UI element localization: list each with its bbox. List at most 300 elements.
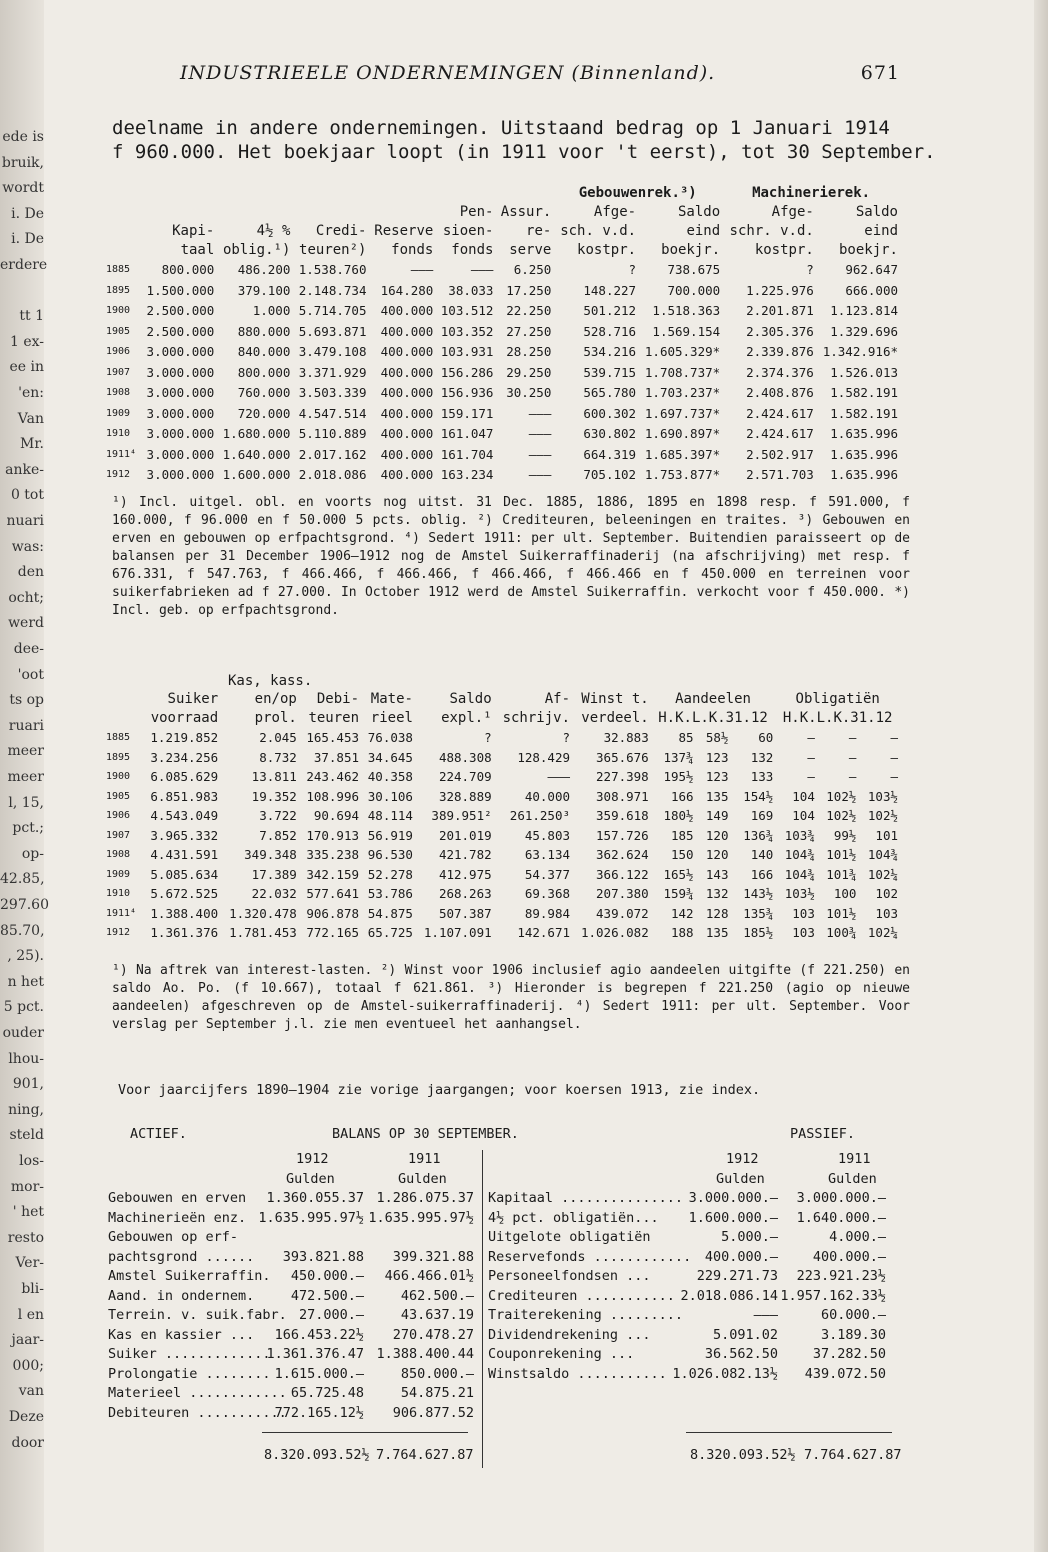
col-year: 1912 <box>726 1151 759 1167</box>
data-cell: 2.148.734 <box>298 282 367 298</box>
data-cell: 840.000 <box>237 344 291 359</box>
table-row <box>104 826 900 846</box>
data-cell: 400.000 <box>380 323 434 339</box>
year-cell: 1908 <box>106 849 131 860</box>
data-cell: 132 <box>705 886 729 901</box>
data-cell: 56.919 <box>367 827 413 843</box>
account-label: Winstsaldo ........... <box>488 1365 667 1382</box>
data-cell: 201.019 <box>438 827 492 843</box>
data-cell: ? <box>806 262 814 277</box>
data-cell: 142 <box>670 905 694 921</box>
edge-text-fragment: 85.70, <box>0 922 45 939</box>
balance-row <box>108 1365 480 1385</box>
column-header: 4½ % <box>256 223 291 239</box>
column-header: expl.¹ <box>441 710 492 726</box>
balance-row <box>108 1228 480 1248</box>
column-header: Suiker <box>167 691 219 707</box>
edge-text-fragment: , 25). <box>7 948 44 965</box>
col-unit: Gulden <box>828 1170 877 1187</box>
data-cell: 3.234.256 <box>150 749 219 765</box>
page-number: 671 <box>860 62 900 84</box>
data-cell: — <box>890 749 898 765</box>
data-cell: 17.250 <box>506 282 552 298</box>
col-unit: Gulden <box>716 1170 765 1187</box>
total-rule <box>686 1432 892 1433</box>
value-1912: 450.000.— <box>290 1268 364 1284</box>
intro-line: deelname in andere ondernemingen. Uitstaand bedrag op 1 Januari 1914 <box>112 117 890 139</box>
data-cell: 103 <box>792 925 815 940</box>
value-1911: 399.321.88 <box>392 1248 474 1265</box>
data-cell: 3.965.332 <box>150 827 219 843</box>
data-cell: 195½ <box>663 769 694 784</box>
year-cell: 1910 <box>106 428 131 439</box>
value-1912: 1.615.000.— <box>274 1365 364 1382</box>
data-cell: 164.280 <box>380 282 434 298</box>
data-cell: 34.645 <box>367 749 413 765</box>
data-cell: 104 <box>792 808 815 823</box>
data-cell: 54.875 <box>367 905 413 921</box>
data-cell: 32.883 <box>603 730 649 745</box>
balance-row <box>488 1228 888 1248</box>
value-1912: 5.091.02 <box>712 1326 778 1343</box>
value-1911: 43.637.19 <box>400 1307 474 1323</box>
value-1911: 4.000.— <box>829 1229 886 1245</box>
data-cell: 28.250 <box>506 344 552 359</box>
data-cell: 335.238 <box>306 847 360 862</box>
edge-text-fragment: ee in <box>9 359 44 376</box>
data-cell: 1.320.478 <box>229 905 297 921</box>
year-cell: 1905 <box>106 790 131 802</box>
data-cell: 140 <box>750 847 774 862</box>
balance-row <box>108 1209 480 1229</box>
col-year: 1911 <box>408 1151 441 1167</box>
column-header: Reserve <box>374 223 434 239</box>
column-header: Winst t. <box>581 691 649 707</box>
edge-text-fragment: wordt <box>2 180 44 197</box>
footnotes-table-2 <box>112 962 910 1034</box>
data-cell: 123 <box>705 749 729 765</box>
edge-text-fragment: Ver- <box>15 1255 44 1272</box>
footnotes-table-1 <box>112 494 910 620</box>
table-row <box>104 281 900 302</box>
data-cell: 102¼ <box>867 925 898 940</box>
data-cell: 2.500.000 <box>146 323 215 339</box>
account-label: Machinerieën enz. <box>108 1209 247 1226</box>
data-cell: 30.106 <box>367 788 413 804</box>
balance-row <box>108 1404 480 1424</box>
data-cell: 69.368 <box>524 886 571 901</box>
data-cell: — <box>807 730 815 745</box>
column-header: verdeel. <box>581 710 649 726</box>
value-1911: 850.000.— <box>400 1365 474 1382</box>
data-cell: 1.685.397* <box>644 446 721 462</box>
table-row <box>104 363 900 384</box>
account-label: Debiteuren ........... <box>108 1404 287 1421</box>
column-header <box>140 203 216 222</box>
data-cell: 1.538.760 <box>298 262 367 277</box>
edge-text-fragment: ocht; <box>8 589 44 606</box>
data-cell: 1.635.996 <box>830 467 898 482</box>
data-cell: 100¾ <box>826 925 857 940</box>
column-header: sioen- <box>442 223 494 239</box>
column-header: Aandeelen <box>675 691 751 707</box>
data-cell: 439.072 <box>596 905 649 921</box>
data-cell: 664.319 <box>583 446 637 462</box>
column-header: Af- <box>544 691 571 707</box>
col-year: 1912 <box>296 1151 329 1167</box>
edge-text-fragment <box>0 280 44 302</box>
year-cell: 1909 <box>106 407 131 419</box>
data-cell: 1.582.191 <box>830 385 898 400</box>
reference-note: Voor jaarcijfers 1890—1904 zie vorige jaargangen; voor koersen 1913, zie index. <box>118 1082 761 1098</box>
data-cell: 501.212 <box>583 303 637 318</box>
year-cell: 1906 <box>106 810 131 821</box>
data-cell: 133 <box>750 769 774 784</box>
data-cell: 412.975 <box>438 866 492 882</box>
data-cell: 534.216 <box>583 344 637 359</box>
data-cell: 120 <box>705 847 729 862</box>
data-cell: 102½ <box>826 788 857 804</box>
table-row <box>104 465 900 486</box>
value-1911: 54.875.21 <box>400 1385 474 1401</box>
data-cell: 149 <box>705 808 729 823</box>
data-cell: 1.500.000 <box>146 282 215 298</box>
data-cell: 880.000 <box>237 323 291 339</box>
data-cell: 1.708.737* <box>644 364 721 380</box>
value-1912: 27.000.— <box>298 1307 364 1323</box>
account-label: Terrein. v. suik.fabr. <box>108 1307 287 1323</box>
data-cell: 135¾ <box>743 905 774 921</box>
edge-text-fragment: jaar- <box>11 1332 44 1349</box>
data-cell: 507.387 <box>438 905 492 921</box>
data-cell: 738.675 <box>667 262 721 277</box>
data-cell: 2.408.876 <box>746 385 814 400</box>
data-cell: 528.716 <box>583 323 637 339</box>
balance-row <box>488 1189 888 1209</box>
data-cell: 30.250 <box>506 385 552 400</box>
data-cell: ——— <box>547 769 571 784</box>
value-1911: 1.957.162.33½ <box>780 1287 886 1304</box>
balance-row <box>108 1384 480 1404</box>
data-cell: 1.329.696 <box>830 323 898 339</box>
data-cell: 161.704 <box>440 446 494 462</box>
data-cell: 400.000 <box>380 446 434 462</box>
year-cell: 1908 <box>106 387 131 398</box>
intro-line: f 960.000. Het boekjaar loopt (in 1911 voor 't eerst), tot 30 September. <box>112 141 936 163</box>
edge-text-fragment: meer <box>7 769 44 785</box>
year-cell: 1895 <box>106 751 131 763</box>
value-1911: 37.282.50 <box>812 1346 886 1362</box>
value-1912: 1.360.055.37 <box>266 1190 364 1206</box>
data-cell: 1.697.737* <box>644 405 721 421</box>
col-year: 1911 <box>838 1151 871 1167</box>
account-label: Uitgelote obligatiën <box>488 1229 651 1245</box>
balance-totals <box>108 1446 902 1466</box>
account-label: Gebouwen en erven <box>108 1190 247 1206</box>
data-cell: 40.358 <box>367 769 413 784</box>
data-cell: 170.913 <box>306 827 360 843</box>
data-cell: 27.250 <box>506 323 552 339</box>
data-cell: 1.107.091 <box>423 925 492 940</box>
edge-text-fragment: Van <box>17 410 44 427</box>
data-cell: 4.431.591 <box>150 847 219 862</box>
data-cell: 63.134 <box>524 847 571 862</box>
edge-text-fragment: los- <box>19 1153 44 1169</box>
data-cell: ? <box>562 730 571 745</box>
data-cell: 101½ <box>826 905 857 921</box>
balance-title: BALANS OP 30 SEPTEMBER. <box>332 1126 519 1142</box>
data-cell: 666.000 <box>845 282 898 298</box>
data-cell: 135 <box>705 788 729 804</box>
data-cell: 103 <box>875 905 898 921</box>
data-cell: 157.726 <box>596 827 649 843</box>
column-header: Afge- <box>771 204 814 220</box>
data-cell: 148.227 <box>583 282 637 298</box>
value-1911: 1.635.995.97½ <box>368 1209 474 1226</box>
data-cell: ——— <box>528 467 552 482</box>
edge-text-fragment: ruari <box>8 717 44 734</box>
table-row <box>104 301 900 322</box>
data-cell: 90.694 <box>313 808 360 823</box>
column-header <box>216 203 292 222</box>
data-cell: 308.971 <box>596 788 649 804</box>
data-cell: 103.352 <box>440 323 494 339</box>
data-cell: 22.032 <box>251 886 297 901</box>
balance-divider <box>482 1150 483 1468</box>
data-cell: 207.380 <box>596 886 649 901</box>
right-page-edge <box>1034 0 1048 1552</box>
data-cell: 2.017.162 <box>298 446 367 462</box>
column-header: Credi- <box>315 223 367 239</box>
column-header: voorraad <box>150 710 219 726</box>
group-header-gebouwen: Gebouwenrek.³) <box>578 185 697 201</box>
data-cell: 3.000.000 <box>146 467 215 482</box>
edge-text-fragment: n het <box>7 973 44 990</box>
data-cell: 3.000.000 <box>146 364 215 380</box>
edge-text-fragment: meer <box>7 743 44 760</box>
data-cell: 60 <box>758 730 774 745</box>
year-cell: 1910 <box>106 888 131 899</box>
balance-row <box>108 1248 480 1268</box>
value-1912: 1.635.995.97½ <box>258 1209 364 1226</box>
data-cell: 1.361.376 <box>150 925 219 940</box>
column-header: teuren²) <box>299 242 367 258</box>
data-cell: 400.000 <box>380 344 434 359</box>
data-cell: 3.722 <box>259 808 297 823</box>
data-cell: 103½ <box>784 886 815 901</box>
table-row <box>104 404 900 425</box>
data-cell: 165½ <box>663 866 694 882</box>
data-cell: 400.000 <box>380 467 434 482</box>
data-cell: 577.641 <box>306 886 360 901</box>
total-passief-1911: 7.764.627.87 <box>804 1447 902 1463</box>
data-cell: 400.000 <box>380 364 434 380</box>
data-cell: 100 <box>833 886 857 901</box>
data-cell: 143½ <box>743 886 774 901</box>
value-1912: 1.026.082.13½ <box>672 1365 778 1382</box>
data-cell: 3.000.000 <box>146 405 215 421</box>
column-header: sch. v.d. <box>560 223 637 239</box>
edge-text-fragment: pct.; <box>12 820 44 837</box>
data-cell: 3.371.929 <box>298 364 367 380</box>
column-header: prol. <box>254 710 297 726</box>
table-row <box>104 424 900 445</box>
edge-text-fragment: 'oot <box>17 666 44 683</box>
data-cell: 3.000.000 <box>146 344 215 359</box>
data-cell: 156.936 <box>440 385 494 400</box>
column-header: kostpr. <box>754 242 814 258</box>
account-label: Gebouwen op erf- <box>108 1229 239 1245</box>
value-1911: 1.388.400.44 <box>376 1346 474 1362</box>
data-cell: 2.045 <box>259 730 297 745</box>
column-header: Saldo <box>449 691 492 707</box>
table-row <box>104 923 900 943</box>
column-header: eind <box>686 223 721 239</box>
data-cell: 120 <box>705 827 729 843</box>
data-cell: 180½ <box>663 808 694 823</box>
account-label: Suiker ............. <box>108 1346 271 1362</box>
data-cell: 400.000 <box>380 303 434 318</box>
account-label: Reservefonds ............ <box>488 1248 692 1265</box>
column-header: kostpr. <box>577 242 637 258</box>
data-cell: 166 <box>750 866 774 882</box>
balance-row <box>488 1287 888 1307</box>
column-header: fonds <box>451 242 494 258</box>
left-page-edge <box>0 0 49 1552</box>
edge-text-fragment: door <box>11 1434 44 1451</box>
data-cell: 17.389 <box>251 866 297 882</box>
data-cell: 1.026.082 <box>580 925 649 940</box>
data-cell: 154½ <box>743 788 774 804</box>
edge-text-fragment: nuari <box>6 513 44 529</box>
value-1911: 466.466.01½ <box>384 1268 474 1284</box>
data-cell: 102 <box>875 886 898 901</box>
value-1912: 36.562.50 <box>704 1346 778 1362</box>
column-header: Kapi- <box>172 223 215 239</box>
financial-table-1 <box>104 184 900 486</box>
column-header: Debi- <box>316 691 360 707</box>
data-cell: 101 <box>875 827 898 843</box>
data-cell: 227.398 <box>596 769 649 784</box>
account-label: 4½ pct. obligatiën... <box>488 1209 659 1226</box>
data-cell: 800.000 <box>237 364 291 380</box>
edge-text-fragment: erdere <box>0 257 48 273</box>
data-cell: 400.000 <box>380 426 434 441</box>
total-actief-1912: 8.320.093.52½ <box>264 1447 370 1463</box>
edge-text-fragment: dee- <box>13 641 44 657</box>
edge-text-fragment: op- <box>21 845 44 862</box>
value-1912: 393.821.88 <box>282 1248 364 1265</box>
data-cell: 169 <box>750 808 774 823</box>
column-header: boekjr. <box>661 242 721 258</box>
group-header-machinerie: Machinerierek. <box>752 185 871 201</box>
data-cell: 720.000 <box>237 405 291 421</box>
edge-text-fragment: bruik, <box>1 154 44 171</box>
value-1911: 462.500.— <box>400 1287 474 1304</box>
value-1911: 1.640.000.— <box>796 1209 886 1226</box>
year-cell: 1909 <box>106 868 131 880</box>
value-1911: 439.072.50 <box>804 1365 886 1382</box>
data-cell: 379.100 <box>237 282 291 298</box>
edge-text-fragment: ede is <box>2 129 44 145</box>
data-cell: 342.159 <box>306 866 360 882</box>
column-header: Mate- <box>370 691 413 707</box>
data-cell: 45.803 <box>524 827 571 843</box>
data-cell: 4.547.514 <box>298 405 367 421</box>
edge-text-fragment: ouder <box>2 1025 44 1041</box>
value-1912: 472.500.— <box>290 1287 364 1304</box>
column-header <box>368 203 435 222</box>
data-cell: — <box>848 749 857 765</box>
data-cell: 6.851.983 <box>150 788 219 804</box>
data-cell: 1.781.453 <box>229 925 297 940</box>
data-cell: 486.200 <box>237 262 291 277</box>
balance-row <box>108 1326 480 1346</box>
data-cell: 52.278 <box>367 866 413 882</box>
data-cell: 188 <box>670 925 694 940</box>
value-1912: 772.165.12½ <box>274 1404 364 1421</box>
edge-text-fragment: ts op <box>9 692 44 709</box>
data-cell: 2.500.000 <box>146 303 215 318</box>
data-cell: 1.690.897* <box>644 426 721 441</box>
edge-text-fragment: anke- <box>5 461 44 478</box>
data-cell: 128.429 <box>517 749 571 765</box>
data-cell: 1.000 <box>252 303 291 318</box>
balance-row <box>488 1209 888 1229</box>
total-actief-1911: 7.764.627.87 <box>376 1447 474 1463</box>
data-cell: 224.709 <box>438 769 492 784</box>
data-cell: 65.725 <box>367 925 413 940</box>
data-cell: 38.033 <box>448 282 494 298</box>
table-row <box>104 904 900 924</box>
data-cell: 37.851 <box>313 749 360 765</box>
year-cell: 1911⁴ <box>106 907 137 919</box>
data-cell: 3.000.000 <box>146 426 215 441</box>
table-row <box>104 767 900 787</box>
data-cell: 103.512 <box>440 303 494 318</box>
data-cell: 54.377 <box>524 866 571 882</box>
data-cell: 89.984 <box>524 905 571 921</box>
data-cell: 104 <box>792 788 815 804</box>
account-label: Aand. in ondernem. <box>108 1287 255 1304</box>
data-cell: 962.647 <box>845 262 898 277</box>
data-cell: 1.569.154 <box>652 323 721 339</box>
data-cell: 362.624 <box>596 847 649 862</box>
data-cell: 58½ <box>705 730 729 745</box>
data-cell: ——— <box>528 426 552 441</box>
data-cell: 7.852 <box>259 827 297 843</box>
table-row <box>104 445 900 466</box>
account-label: pachtsgrond ...... <box>108 1248 255 1265</box>
account-label: Prolongatie ........ <box>108 1365 271 1382</box>
data-cell: 19.352 <box>251 788 297 804</box>
header-title: INDUSTRIEELE ONDERNEMINGEN (Binnenland). <box>180 62 716 84</box>
account-label: Amstel Suikerraffin. <box>108 1268 271 1284</box>
value-1911: 223.921.23½ <box>796 1268 886 1284</box>
balance-row <box>108 1267 480 1287</box>
column-header: eind <box>864 223 898 239</box>
value-1911: 3.189.30 <box>820 1326 886 1343</box>
data-cell: 6.250 <box>513 262 552 277</box>
data-cell: 1.703.237* <box>644 385 721 400</box>
passief-label: PASSIEF. <box>790 1126 856 1142</box>
value-1911: 3.000.000.— <box>796 1190 886 1206</box>
year-cell: 1906 <box>106 346 131 357</box>
data-cell: 29.250 <box>506 364 552 380</box>
data-cell: 400.000 <box>380 385 434 400</box>
column-header: boekjr. <box>838 242 898 258</box>
edge-text-fragment: steld <box>9 1127 44 1144</box>
